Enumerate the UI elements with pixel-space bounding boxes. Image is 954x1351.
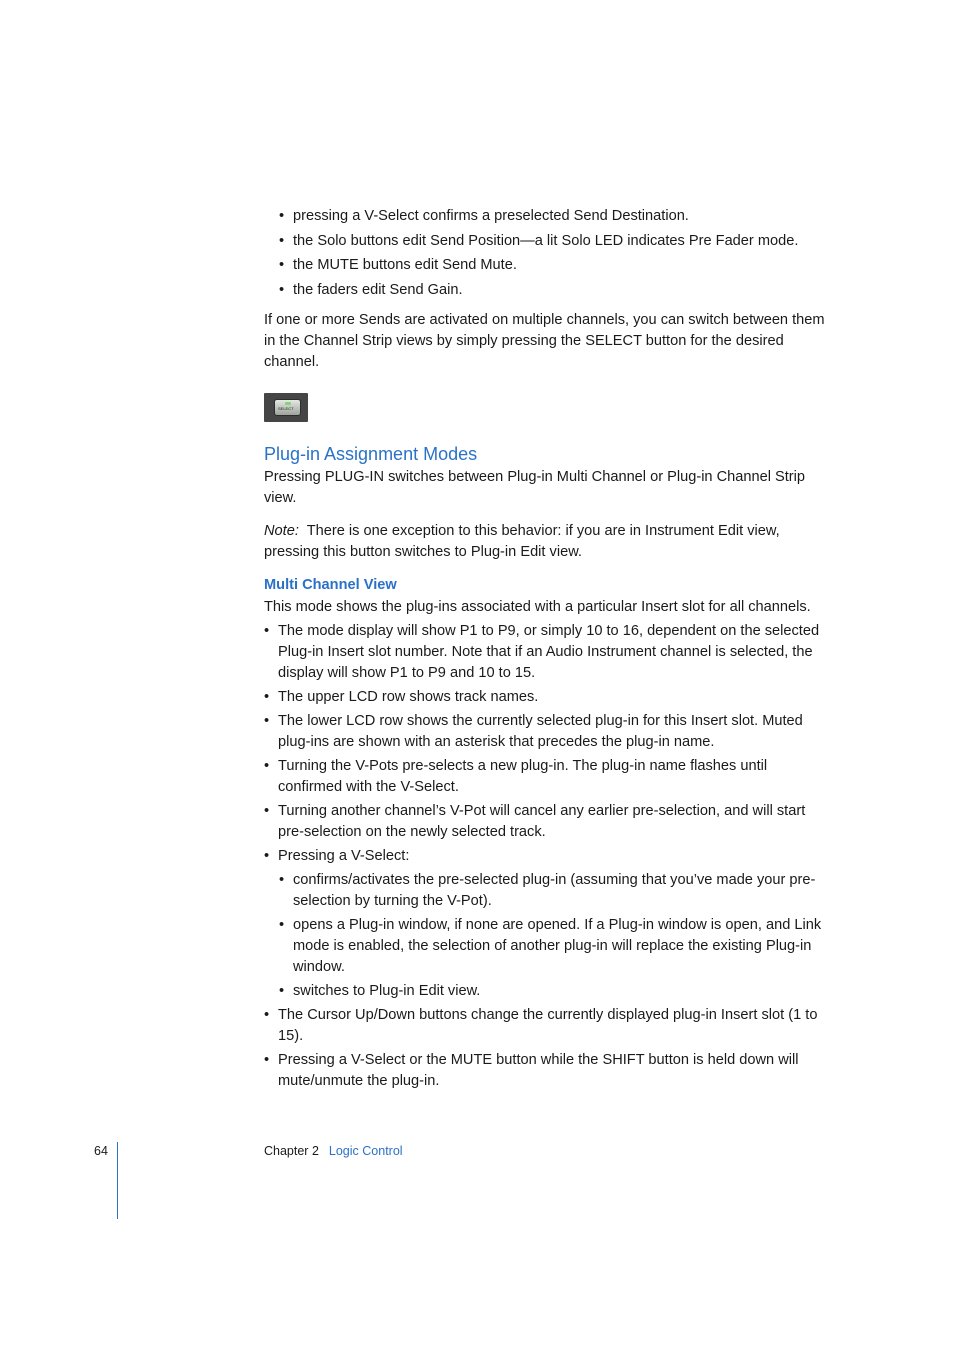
page-number: 64 — [94, 1144, 108, 1158]
multi-channel-bullet-list — [264, 621, 834, 1092]
sends-paragraph: If one or more Sends are activated on multiple channels, you can switch between them in the Channel Strip views by simply pressing the SELECT button for the desired channel. — [264, 311, 825, 370]
subsection-heading-multi-channel: Multi Channel View — [264, 576, 397, 593]
list-item: • Turning the V-Pots pre-selects a new plug-in. The plug-in name flashes until confirmed with the V-Select. — [264, 756, 834, 798]
plugin-paragraph: Pressing PLUG-IN switches between Plug-in Multi Channel or Plug-in Channel Strip view. — [264, 468, 806, 506]
list-item: • pressing a V-Select confirms a preselected Send Destination. — [264, 206, 834, 227]
send-bullet-list — [264, 206, 834, 301]
page-content — [264, 206, 834, 1095]
list-item: • the Solo buttons edit Send Position—a lit Solo LED indicates Pre Fader mode. — [264, 231, 834, 252]
list-item: • Pressing a V-Select or the MUTE button while the SHIFT button is held down will mute/unmute the plug-in. — [264, 1050, 834, 1092]
list-item: • The lower LCD row shows the currently selected plug-in for this Insert slot. Muted plug-ins are shown with an asterisk that precedes the plug-in name. — [264, 711, 834, 753]
sub-list-item: • confirms/activates the pre-selected plug-in (assuming that you’ve made your pre-selection by turning the V-Pot). — [264, 870, 834, 912]
note-label: Note: — [264, 522, 299, 539]
page-footer — [0, 1142, 954, 1222]
note-text: There is one exception to this behavior: if you are in Instrument Edit view, pressing this button switches to Plug-in Edit view. — [264, 522, 780, 560]
chapter-title: Logic Control — [328, 1144, 403, 1158]
sub-list-item: • opens a Plug-in window, if none are opened. If a Plug-in window is open, and Link mode is enabled, the selection of another plug-in will replace the existing Plug-in window. — [264, 915, 834, 978]
chapter-label: Chapter 2 — [264, 1144, 319, 1158]
list-item: • The upper LCD row shows track names. — [264, 687, 834, 708]
select-button-label: SELECT — [278, 405, 294, 411]
select-button-graphic — [274, 399, 301, 416]
select-button-image — [264, 393, 308, 422]
list-item — [264, 846, 834, 1002]
section-heading-plugin-modes: Plug-in Assignment Modes — [264, 443, 478, 464]
footer-divider — [117, 1142, 118, 1219]
note-paragraph — [264, 521, 834, 563]
led-icon — [285, 402, 291, 405]
multi-channel-paragraph: This mode shows the plug-ins associated with a particular Insert slot for all channels. — [264, 598, 811, 615]
list-item: • the MUTE buttons edit Send Mute. — [264, 255, 834, 276]
v-select-sub-list — [264, 870, 834, 1002]
list-item: • Turning another channel’s V-Pot will cancel any earlier pre-selection, and will start pre-selection on the newly selected track. — [264, 801, 834, 843]
list-item: • the faders edit Send Gain. — [264, 280, 834, 301]
list-item-text: Pressing a V-Select: — [278, 847, 410, 864]
list-item: • The mode display will show P1 to P9, or simply 10 to 16, dependent on the selected Plug-in Insert slot number. Note that if an Audio Instrument channel is selected, the display will show P1 to P9 and 10 to 15. — [264, 621, 834, 684]
chapter-reference — [264, 1142, 403, 1160]
list-item: • The Cursor Up/Down buttons change the currently displayed plug-in Insert slot (1 to 15). — [264, 1005, 834, 1047]
sub-list-item: • switches to Plug-in Edit view. — [264, 981, 834, 1002]
